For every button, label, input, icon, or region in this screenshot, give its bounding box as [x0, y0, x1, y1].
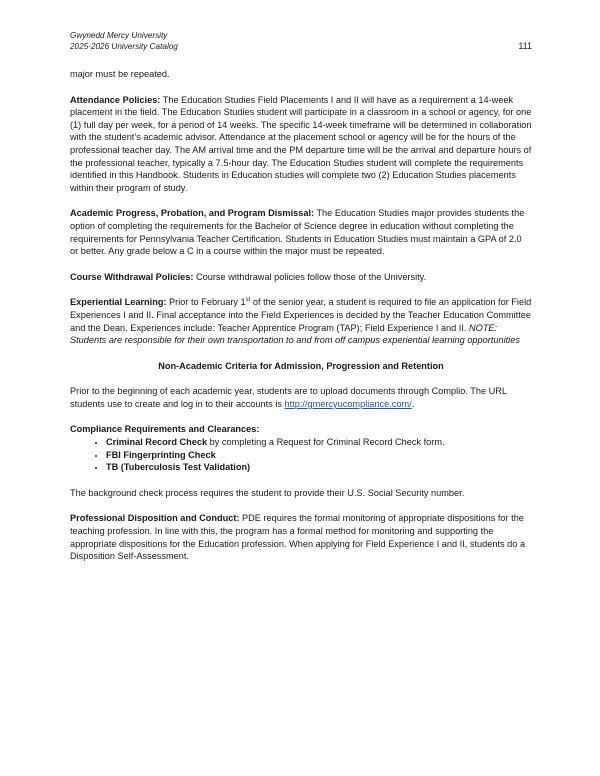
- academic-paragraph: [70, 207, 532, 257]
- experiential-note: NOTE: Students are responsible for their own transportation to and from off campus experiential learning opportunities: [70, 322, 520, 346]
- page-header: [70, 30, 532, 52]
- complio-paragraph: [70, 385, 532, 410]
- compliance-heading: Compliance Requirements and Clearances:: [70, 424, 260, 435]
- experiential-text-a: Prior to February 1: [166, 297, 246, 308]
- ordinal-suffix: st: [245, 297, 251, 304]
- compliance-link[interactable]: http://gmercyucompliance.com/: [284, 398, 412, 409]
- header-catalog: 2025-2026 University Catalog: [70, 42, 178, 51]
- compliance-list: [70, 436, 532, 474]
- experiential-paragraph: [70, 296, 532, 346]
- continued-paragraph: major must be repeated.: [70, 69, 170, 79]
- header-university: Gwynedd Mercy University: [70, 31, 168, 40]
- list-item: • FBI Fingerprinting Check: [106, 449, 532, 462]
- withdrawal-heading: Course Withdrawal Policies:: [70, 271, 194, 282]
- document-body: [70, 68, 532, 576]
- withdrawal-text: Course withdrawal policies follow those of the University.: [193, 271, 427, 282]
- experiential-heading: Experiential Learning:: [70, 297, 167, 308]
- academic-text: The Education Studies major provides students the option of completing the requirements for the Bachelor of Science degree in education without completing the requirements for Pennsylvania Teacher Certification. Students in Education Studies must maintain a GPA of 2.0 or better. Any grade below a C in a course within the major must be repeated.: [70, 208, 525, 257]
- disposition-text: PDE requires the formal monitoring of appropriate dispositions for the teaching profession. In line with this, the program has a formal method for monitoring and supporting the appropriate dispositions for the Education profession. When applying for Field Experience I and II, students do a Disposition Self-Assessment.: [70, 513, 526, 562]
- background-paragraph: The background check process requires the student to provide their U.S. Social Security number.: [70, 487, 465, 498]
- page-number: 111: [518, 41, 532, 51]
- section-title: Non-Academic Criteria for Admission, Progression and Retention: [158, 360, 444, 371]
- attendance-heading: Attendance Policies:: [70, 94, 161, 105]
- attendance-paragraph: [70, 94, 532, 195]
- list-item: • TB (Tuberculosis Test Validation): [106, 461, 532, 474]
- attendance-text: The Education Studies Field Placements I and II will have as a requirement a 14-week placement in the field. The Education Studies student will participate in a classroom in a school or agency, for one (1) full day per week, for a period of 14 weeks. The specific 14-week timeframe will be determined in collaboration with the student’s academic advisor. Attendance at the placement school or agency will be for the hours of the professional teacher day. The AM arrival time and the PM departure time will be the arrival and departure hours of the professional teacher, typically a 7.5-hour day. The Education Studies student will complete the requirements identified in this Handbook. Students in Education studies will complete two (2) Education Studies placements within their program of study.: [70, 94, 532, 193]
- experiential-text-b: of the senior year, a student is required to file an application for Field Experiences I and II. Final acceptance into the Field Experiences is decided by the Teacher Education Committee and the Dean. Experiences include: Teacher Apprentice Program (TAP); Field Experience I and II.: [70, 297, 532, 333]
- disposition-heading: Professional Disposition and Conduct:: [70, 513, 240, 524]
- withdrawal-paragraph: [70, 271, 532, 284]
- complio-text: Prior to the beginning of each academic year, students are to upload documents through Complio. The URL students use to create and log in to their accounts is: [70, 386, 507, 409]
- complio-end: .: [411, 398, 415, 409]
- academic-heading: Academic Progress, Probation, and Program Dismissal:: [70, 208, 315, 219]
- disposition-paragraph: [70, 512, 532, 562]
- list-item: • Criminal Record Check by completing a Request for Criminal Record Check form.: [106, 436, 532, 449]
